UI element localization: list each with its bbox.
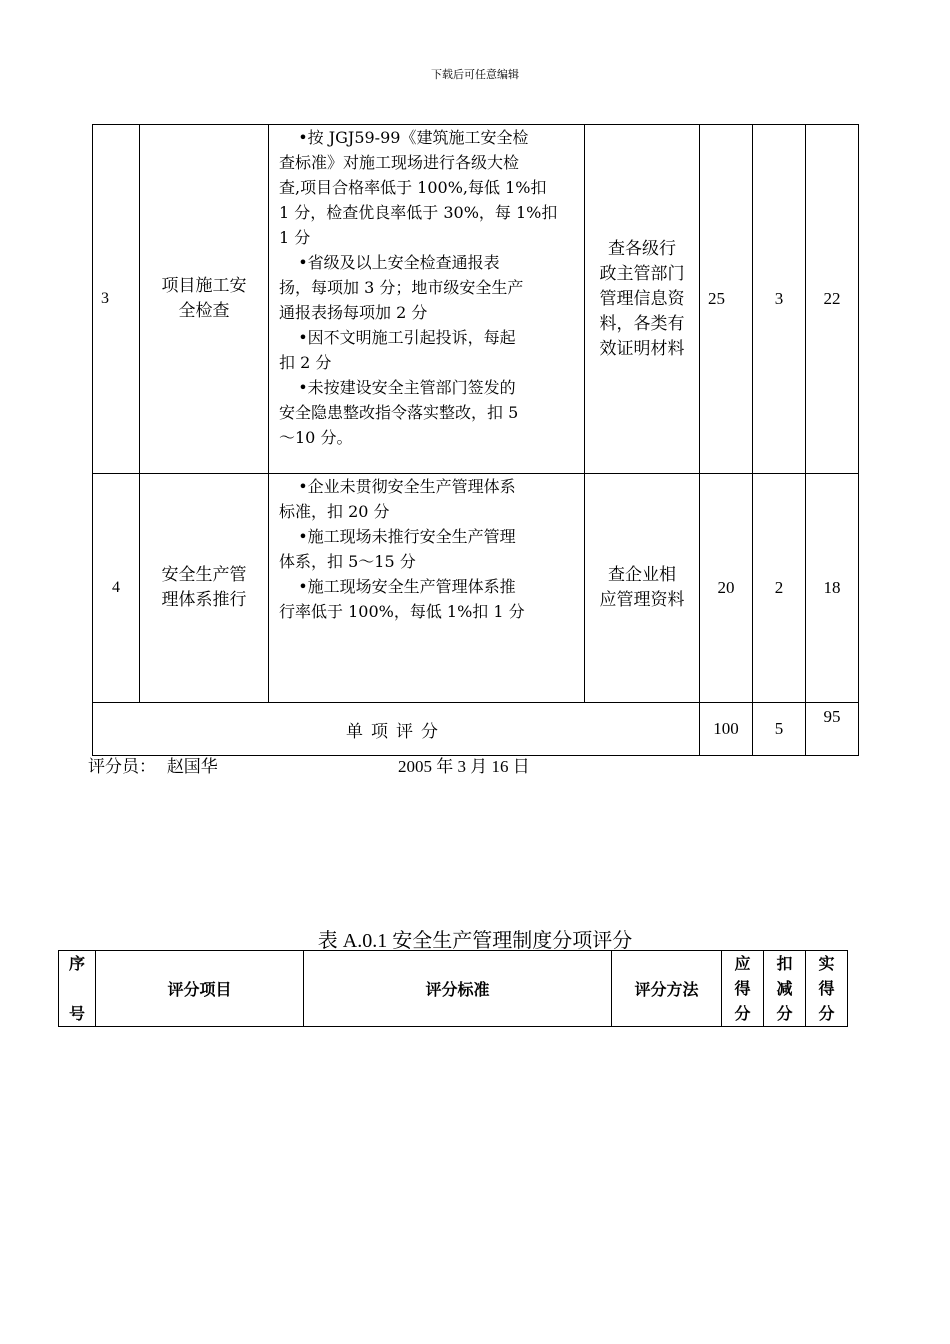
header-no-char-2: 号 [68,1004,85,1023]
header-method: 评分方法 [612,951,722,1027]
scorer [88,752,218,777]
standard-line: 扬，每项加 3 分；地市级安全生产 [279,278,524,297]
method-line: 效证明材料 [599,338,685,359]
standard-line: 行率低于 100%，每低 1%扣 1 分 [279,602,525,621]
row-item [140,125,269,474]
method-line: 查各级行 [608,238,676,259]
deduct-score: 3 [753,125,806,474]
table-row [93,474,859,703]
summary-label: 单项评分 [93,703,700,756]
item-line: 安全生产管 [161,565,247,585]
row-standard [269,474,585,703]
next-table-header [58,950,848,1027]
should-score: 20 [700,474,753,703]
row-standard [269,125,585,474]
header-should [722,951,764,1027]
header-no-char-1: 序 [68,954,85,973]
page-header-note: 下载后可任意编辑 [431,68,519,81]
standard-line: •因不文明施工引起投诉，每起 [298,328,516,347]
score-table [92,124,859,756]
row-method [585,125,700,474]
header-deduct-char: 减 [776,979,793,998]
method-line: 政主管部门 [599,263,685,284]
summary-actual: 95 [806,703,859,756]
header-item: 评分项目 [96,951,304,1027]
summary-deduct: 5 [753,703,806,756]
method-line: 应管理资料 [599,590,685,610]
scorer-name: 赵国华 [166,757,218,777]
header-actual-char: 实 [818,954,835,973]
header-deduct-char: 扣 [776,954,793,973]
header-actual-char: 得 [818,979,835,998]
standard-line: •省级及以上安全检查通报表 [298,253,500,272]
header-deduct-char: 分 [776,1004,793,1023]
standard-line: 安全隐患整改指令落实整改，扣 5 [279,403,519,422]
standard-line: •未按建设安全主管部门签发的 [298,378,516,397]
header-no [59,951,96,1027]
header-standard: 评分标准 [304,951,612,1027]
deduct-score: 2 [753,474,806,703]
standard-line: •施工现场安全生产管理体系推 [298,577,516,596]
standard-line: 查,项目合格率低于 100%,每低 1%扣 [279,178,547,197]
should-score: 25 [700,125,753,474]
standard-line: 1 分 [279,228,311,247]
standard-line: 体系，扣 5～15 分 [279,552,416,571]
header-should-char: 分 [734,1004,751,1023]
row-item [140,474,269,703]
actual-score: 22 [806,125,859,474]
header-should-char: 应 [734,954,751,973]
item-line: 全检查 [178,301,230,321]
table-row [93,125,859,474]
score-date: 2005 年 3 月 16 日 [398,757,530,776]
standard-line: ～10 分。 [279,428,353,447]
summary-should: 100 [700,703,753,756]
item-line: 项目施工安 [161,276,247,296]
method-line: 查企业相 [608,565,676,585]
header-row [59,951,848,1027]
standard-line: 通报表扬每项加 2 分 [279,303,428,322]
standard-line: •企业未贯彻安全生产管理体系 [298,477,516,496]
next-table-title: 表 A.0.1 安全生产管理制度分项评分 [317,930,633,952]
scorer-label: 评分员： [88,757,156,777]
method-line: 管理信息资 [599,288,685,309]
standard-line: •按 JGJ59-99《建筑施工安全检 [298,128,529,147]
standard-line: 扣 2 分 [279,353,332,372]
standard-line: •施工现场未推行安全生产管理 [298,527,516,546]
header-should-char: 得 [734,979,751,998]
row-number: 3 [93,125,140,474]
header-deduct [764,951,806,1027]
method-line: 料，各类有 [599,313,685,334]
header-actual-char: 分 [818,1004,835,1023]
standard-line: 查标准》对施工现场进行各级大检 [279,153,520,172]
row-number: 4 [93,474,140,703]
row-method [585,474,700,703]
standard-line: 1 分，检查优良率低于 30%，每 1%扣 [279,203,558,222]
standard-line: 标准，扣 20 分 [279,502,390,521]
header-actual [806,951,848,1027]
item-line: 理体系推行 [161,590,247,610]
actual-score: 18 [806,474,859,703]
summary-row [93,703,859,756]
